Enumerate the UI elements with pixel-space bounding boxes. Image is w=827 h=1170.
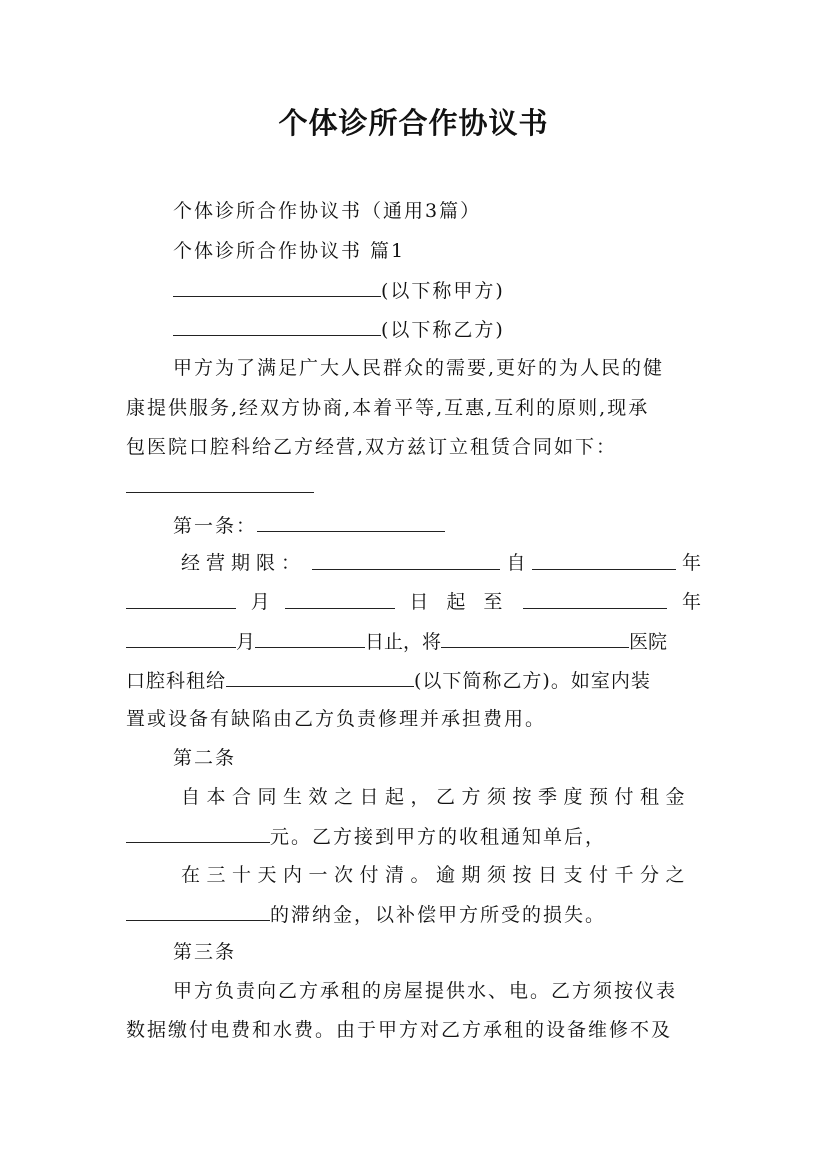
party-a-line: (以下称甲方) (126, 278, 748, 303)
paragraph-line: 甲方负责向乙方承租的房屋提供水、电。乙方须按仪表 (173, 980, 678, 1002)
paragraph-line: 数据缴付电费和水费。由于甲方对乙方承租的设备维修不及 (126, 1019, 673, 1041)
term-line: 月 日 起 至 年 (126, 590, 701, 614)
article-3-heading: 第三条 (173, 941, 237, 963)
section-heading: 个体诊所合作协议书 篇1 (173, 240, 406, 262)
blank-line (126, 474, 701, 499)
fill-blank (285, 590, 395, 609)
fill-blank (126, 590, 236, 609)
fill-blank (226, 668, 414, 687)
term-line: 口腔科租给 (以下简称乙方)。如室内装 (126, 670, 651, 692)
paragraph-line: 甲方为了满足广大人民群众的需要,更好的为人民的健 (173, 357, 665, 379)
party-a-blank (173, 278, 381, 297)
subtitle-line: 个体诊所合作协议书（通用3篇） (173, 200, 482, 222)
fill-blank (255, 629, 365, 648)
paragraph-line: 元。乙方接到甲方的收租通知单后， (126, 824, 701, 849)
paragraph-line: 置或设备有缺陷由乙方负责修理并承担费用。 (126, 708, 547, 730)
paragraph-line: 在三十天内一次付清。逾期须按日支付千分之 (181, 864, 692, 886)
term-line: 月 日止，将 医院 (126, 629, 701, 654)
page-title: 个体诊所合作协议书 (278, 106, 549, 140)
paragraph-line: 的滞纳金，以补偿甲方所受的损失。 (126, 902, 701, 927)
term-line: 经营期限： 自 年 (181, 552, 701, 574)
fill-blank (441, 629, 629, 648)
fill-blank (126, 824, 270, 843)
fill-blank (312, 551, 500, 570)
fill-blank (126, 474, 314, 493)
article-2-heading: 第二条 (173, 747, 237, 769)
party-b-line: (以下称乙方) (126, 317, 748, 342)
paragraph-line: 包医院口腔科给乙方经营,双方兹订立租赁合同如下： (126, 436, 618, 458)
fill-blank (257, 513, 445, 532)
fill-blank (126, 902, 270, 921)
paragraph-line: 康提供服务,经双方协商,本着平等,互惠,互利的原则,现承 (126, 397, 650, 419)
fill-blank (532, 551, 676, 570)
article-1-line: 第一条： (126, 513, 748, 538)
party-b-blank (173, 317, 381, 336)
fill-blank (126, 629, 236, 648)
fill-blank (523, 590, 667, 609)
paragraph-line: 自本合同生效之日起，乙方须按季度预付租金 (181, 786, 692, 808)
